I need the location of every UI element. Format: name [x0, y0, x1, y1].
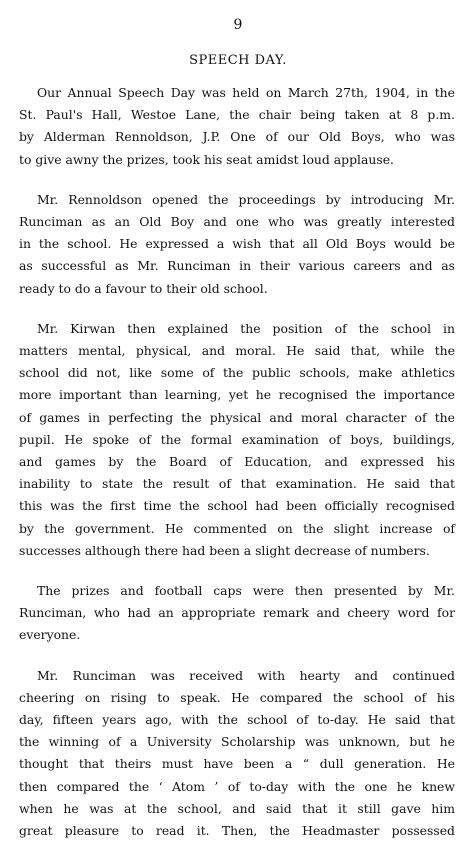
- paragraph-line: Our Annual Speech Day was held on March 27th, 1904, in the: [37, 85, 455, 100]
- paragraph-line: St. Paul's Hall, Westoe Lane, the chair being taken at 8 p.m.: [19, 107, 455, 123]
- paragraph-line: Mr. Rennoldson opened the proceedings by introducing Mr.: [37, 191, 455, 207]
- paragraph-line: great pleasure to read it. Then, the Headmaster possessed: [19, 823, 455, 839]
- paragraph-line: matters mental, physical, and moral. He said that, while the: [19, 343, 455, 359]
- paragraph-line: Mr. Runciman was received with hearty and continued: [37, 667, 455, 683]
- paragraph-2: [19, 189, 455, 300]
- paragraph-line: in the school. He expressed a wish that all Old Boys would be: [19, 236, 455, 252]
- paragraph-line: everyone.: [19, 627, 81, 643]
- paragraph-line: of games in perfecting the physical and moral character of the: [19, 409, 455, 425]
- paragraph-5: [19, 665, 455, 843]
- paragraph-line: inability to state the result of that examination. He said that: [19, 476, 455, 492]
- paragraph-4: [19, 580, 455, 647]
- paragraph-line: The prizes and football caps were then presented by Mr.: [37, 583, 455, 599]
- paragraph-line: the winning of a University Scholarship was unknown, but he: [19, 734, 455, 750]
- paragraph-line: thought that theirs must have been a “ dull generation. He: [19, 756, 455, 772]
- paragraph-line: this was the first time the school had been officially recognised: [19, 498, 455, 514]
- paragraph-line: successes although there had been a slight decrease of numbers.: [19, 542, 430, 558]
- paragraph-line: and games by the Board of Education, and expressed his: [19, 454, 455, 470]
- paragraph-line: more important than learning, yet he recognised the importance: [19, 387, 455, 403]
- paragraph-3: [19, 318, 455, 562]
- paragraph-line: Runciman, who had an appropriate remark and cheery word for: [19, 605, 455, 621]
- paragraph-line: pupil. He spoke of the formal examination of boys, buildings,: [19, 431, 455, 447]
- paragraph-line: day, fifteen years ago, with the school of to-day. He said that: [19, 712, 455, 728]
- paragraph-line: when he was at the school, and said that it still gave him: [19, 800, 455, 816]
- paragraph-line: cheering on rising to speak. He compared the school of his: [19, 689, 455, 705]
- paragraph-1: [19, 82, 455, 171]
- page-number: 9: [233, 17, 243, 33]
- body-text: [19, 82, 455, 860]
- paragraph-line: school did not, like some of the public schools, make athletics: [19, 365, 455, 381]
- section-heading: SPEECH DAY.: [189, 53, 287, 68]
- paragraph-line: as successful as Mr. Runciman in their various careers and as: [19, 258, 455, 274]
- paragraph-line: Runciman as an Old Boy and one who was greatly interested: [19, 214, 455, 230]
- paragraph-line: then compared the ‘ Atom ’ of to-day with the one he knew: [19, 778, 455, 794]
- paragraph-line: ready to do a favour to their old school.: [19, 280, 268, 296]
- paragraph-line: by the government. He commented on the slight increase of: [19, 520, 455, 536]
- paragraph-line: to give awny the prizes, took his seat amidst loud applause.: [19, 151, 394, 167]
- paragraph-line: by Alderman Rennoldson, J.P. One of our Old Boys, who was: [19, 129, 455, 145]
- paragraph-line: Mr. Kirwan then explained the position of the school in: [37, 320, 455, 336]
